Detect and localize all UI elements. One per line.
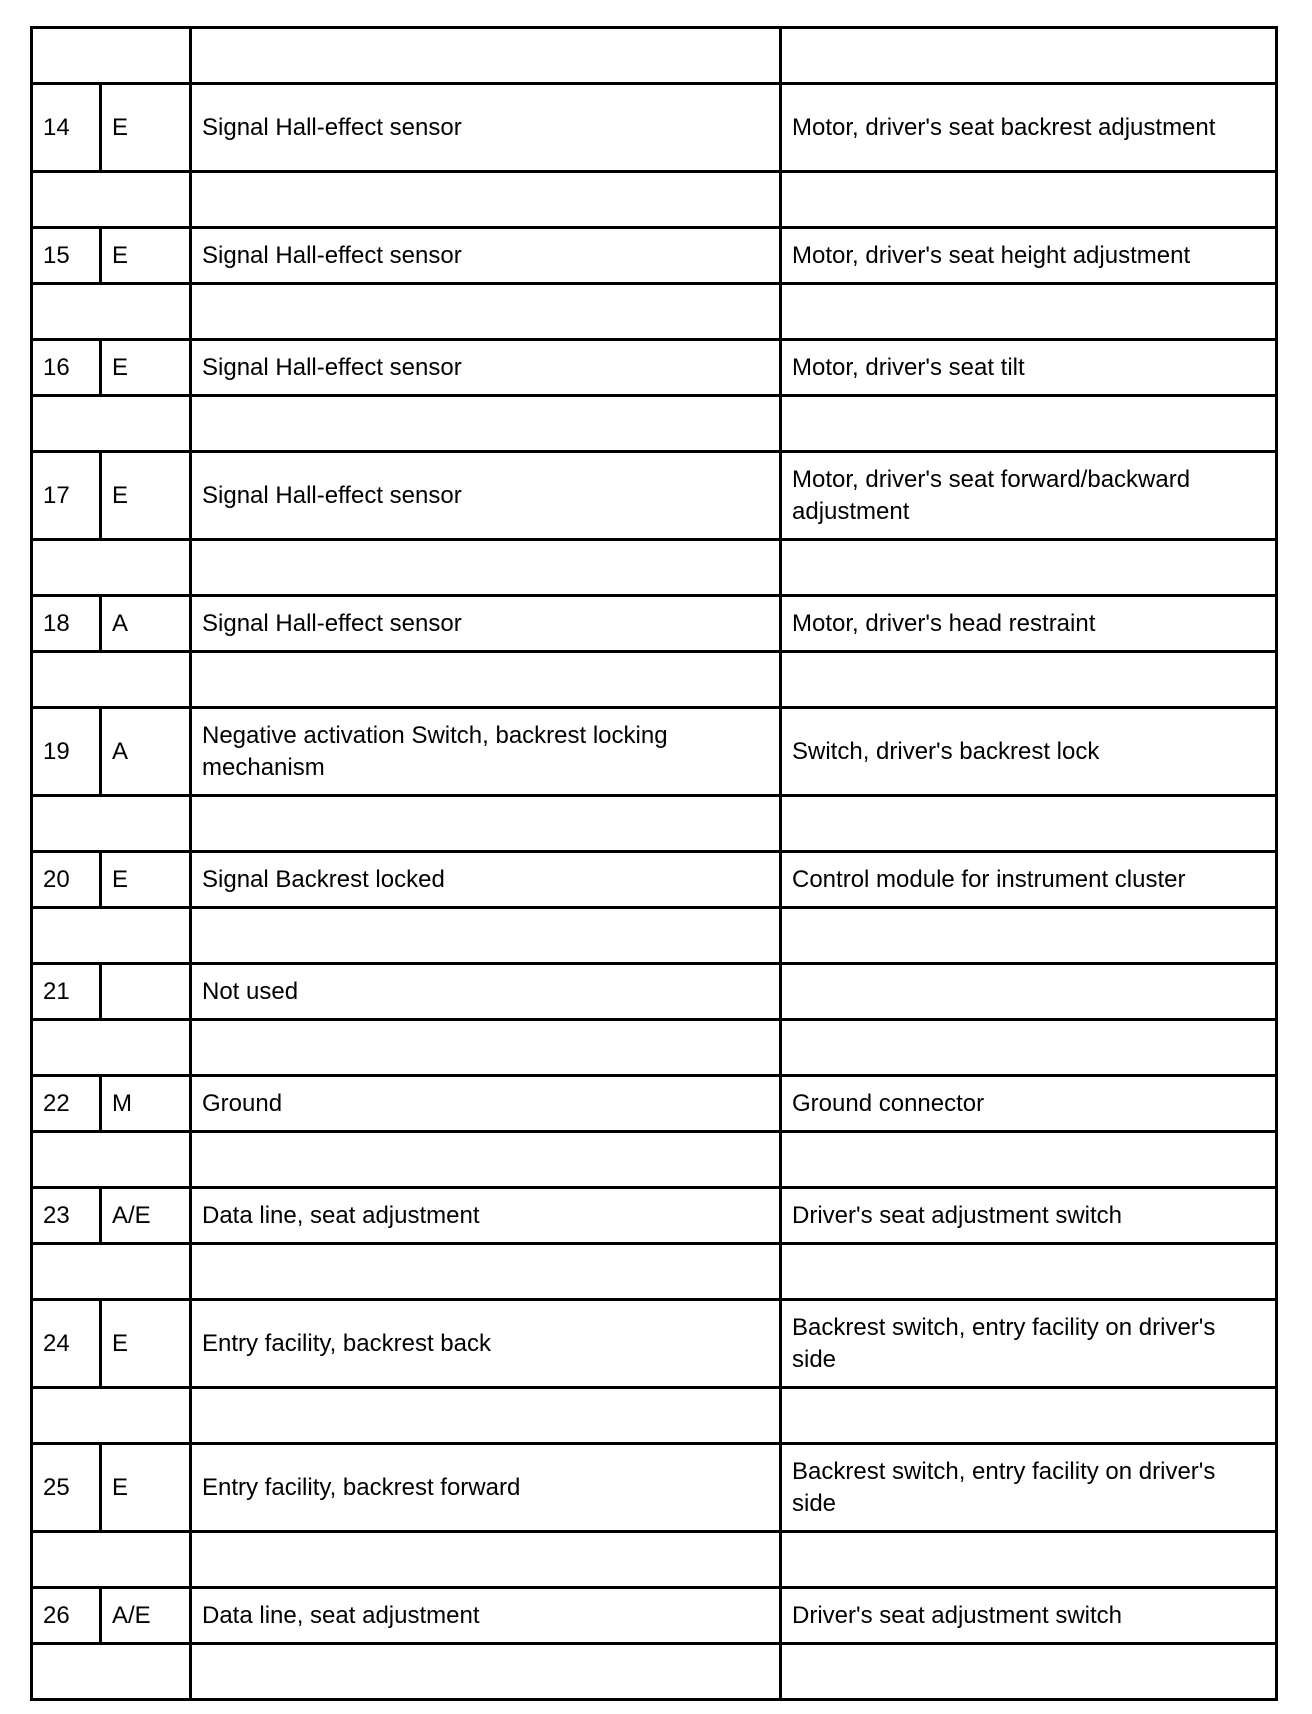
component-cell: Motor, driver's seat height adjustment (781, 228, 1277, 284)
pin-number-cell: 23 (32, 1188, 101, 1244)
blank-cell (191, 28, 781, 84)
component-cell: Backrest switch, entry facility on driver's side (781, 1300, 1277, 1388)
pin-number-cell: 21 (32, 964, 101, 1020)
pin-number-cell: 15 (32, 228, 101, 284)
blank-cell (191, 1644, 781, 1700)
table-row (32, 964, 1277, 1020)
blank-cell (781, 1388, 1277, 1444)
signal-type-cell: E (101, 852, 191, 908)
component-cell: Ground connector (781, 1076, 1277, 1132)
spacer-row (32, 284, 1277, 340)
spacer-row (32, 172, 1277, 228)
blank-cell (781, 1132, 1277, 1188)
blank-cell (191, 1532, 781, 1588)
blank-cell (32, 540, 191, 596)
blank-cell (32, 796, 191, 852)
description-cell: Data line, seat adjustment (191, 1588, 781, 1644)
signal-type-cell: E (101, 228, 191, 284)
blank-cell (32, 1644, 191, 1700)
pin-number-cell: 26 (32, 1588, 101, 1644)
spacer-row (32, 1020, 1277, 1076)
pin-number-cell: 14 (32, 84, 101, 172)
description-cell: Entry facility, backrest back (191, 1300, 781, 1388)
blank-cell (191, 396, 781, 452)
table-row (32, 84, 1277, 172)
spacer-row (32, 540, 1277, 596)
spacer-row (32, 652, 1277, 708)
description-cell: Data line, seat adjustment (191, 1188, 781, 1244)
pin-number-cell: 16 (32, 340, 101, 396)
blank-cell (781, 796, 1277, 852)
blank-cell (781, 172, 1277, 228)
table-row (32, 452, 1277, 540)
description-cell: Signal Hall-effect sensor (191, 228, 781, 284)
component-cell: Driver's seat adjustment switch (781, 1588, 1277, 1644)
blank-cell (781, 1644, 1277, 1700)
signal-type-cell: A/E (101, 1588, 191, 1644)
component-cell: Motor, driver's seat backrest adjustment (781, 84, 1277, 172)
table-row (32, 1188, 1277, 1244)
table-row (32, 1076, 1277, 1132)
blank-cell (191, 1388, 781, 1444)
blank-cell (781, 652, 1277, 708)
description-cell: Ground (191, 1076, 781, 1132)
spacer-row (32, 1644, 1277, 1700)
blank-cell (32, 1388, 191, 1444)
spacer-row (32, 1132, 1277, 1188)
blank-cell (32, 396, 191, 452)
description-cell: Signal Hall-effect sensor (191, 452, 781, 540)
description-cell: Signal Hall-effect sensor (191, 340, 781, 396)
header-blank-row (32, 28, 1277, 84)
component-cell: Motor, driver's head restraint (781, 596, 1277, 652)
spacer-row (32, 1244, 1277, 1300)
blank-cell (191, 284, 781, 340)
component-cell: Switch, driver's backrest lock (781, 708, 1277, 796)
description-cell: Signal Backrest locked (191, 852, 781, 908)
signal-type-cell (101, 964, 191, 1020)
description-cell: Entry facility, backrest forward (191, 1444, 781, 1532)
table-row (32, 852, 1277, 908)
component-cell: Motor, driver's seat forward/backward adjustment (781, 452, 1277, 540)
table-row (32, 1300, 1277, 1388)
blank-cell (191, 652, 781, 708)
component-cell (781, 964, 1277, 1020)
pin-number-cell: 18 (32, 596, 101, 652)
spacer-row (32, 1388, 1277, 1444)
blank-cell (32, 284, 191, 340)
pin-number-cell: 20 (32, 852, 101, 908)
blank-cell (32, 172, 191, 228)
blank-cell (32, 1532, 191, 1588)
pin-number-cell: 22 (32, 1076, 101, 1132)
blank-cell (32, 28, 191, 84)
blank-cell (32, 652, 191, 708)
description-cell: Not used (191, 964, 781, 1020)
component-cell: Control module for instrument cluster (781, 852, 1277, 908)
table-row (32, 708, 1277, 796)
table-body (32, 28, 1277, 1700)
table-row (32, 228, 1277, 284)
table-row (32, 340, 1277, 396)
signal-type-cell: E (101, 340, 191, 396)
blank-cell (32, 908, 191, 964)
component-cell: Driver's seat adjustment switch (781, 1188, 1277, 1244)
pin-number-cell: 24 (32, 1300, 101, 1388)
blank-cell (32, 1132, 191, 1188)
description-cell: Negative activation Switch, backrest locking mechanism (191, 708, 781, 796)
table-row (32, 1444, 1277, 1532)
blank-cell (191, 796, 781, 852)
signal-type-cell: E (101, 1300, 191, 1388)
description-cell: Signal Hall-effect sensor (191, 596, 781, 652)
table-row (32, 596, 1277, 652)
blank-cell (191, 1132, 781, 1188)
pin-assignment-table (30, 26, 1278, 1701)
spacer-row (32, 1532, 1277, 1588)
blank-cell (781, 1532, 1277, 1588)
spacer-row (32, 796, 1277, 852)
spacer-row (32, 908, 1277, 964)
blank-cell (781, 396, 1277, 452)
blank-cell (781, 908, 1277, 964)
blank-cell (191, 540, 781, 596)
blank-cell (191, 908, 781, 964)
signal-type-cell: A (101, 708, 191, 796)
component-cell: Motor, driver's seat tilt (781, 340, 1277, 396)
signal-type-cell: E (101, 1444, 191, 1532)
blank-cell (191, 1244, 781, 1300)
description-cell: Signal Hall-effect sensor (191, 84, 781, 172)
blank-cell (781, 540, 1277, 596)
pin-number-cell: 25 (32, 1444, 101, 1532)
blank-cell (32, 1244, 191, 1300)
blank-cell (781, 1244, 1277, 1300)
signal-type-cell: E (101, 84, 191, 172)
blank-cell (191, 172, 781, 228)
signal-type-cell: A/E (101, 1188, 191, 1244)
pin-number-cell: 17 (32, 452, 101, 540)
blank-cell (191, 1020, 781, 1076)
table-row (32, 1588, 1277, 1644)
signal-type-cell: M (101, 1076, 191, 1132)
spacer-row (32, 396, 1277, 452)
component-cell: Backrest switch, entry facility on driver's side (781, 1444, 1277, 1532)
blank-cell (781, 28, 1277, 84)
pin-number-cell: 19 (32, 708, 101, 796)
blank-cell (32, 1020, 191, 1076)
blank-cell (781, 284, 1277, 340)
signal-type-cell: E (101, 452, 191, 540)
blank-cell (781, 1020, 1277, 1076)
signal-type-cell: A (101, 596, 191, 652)
